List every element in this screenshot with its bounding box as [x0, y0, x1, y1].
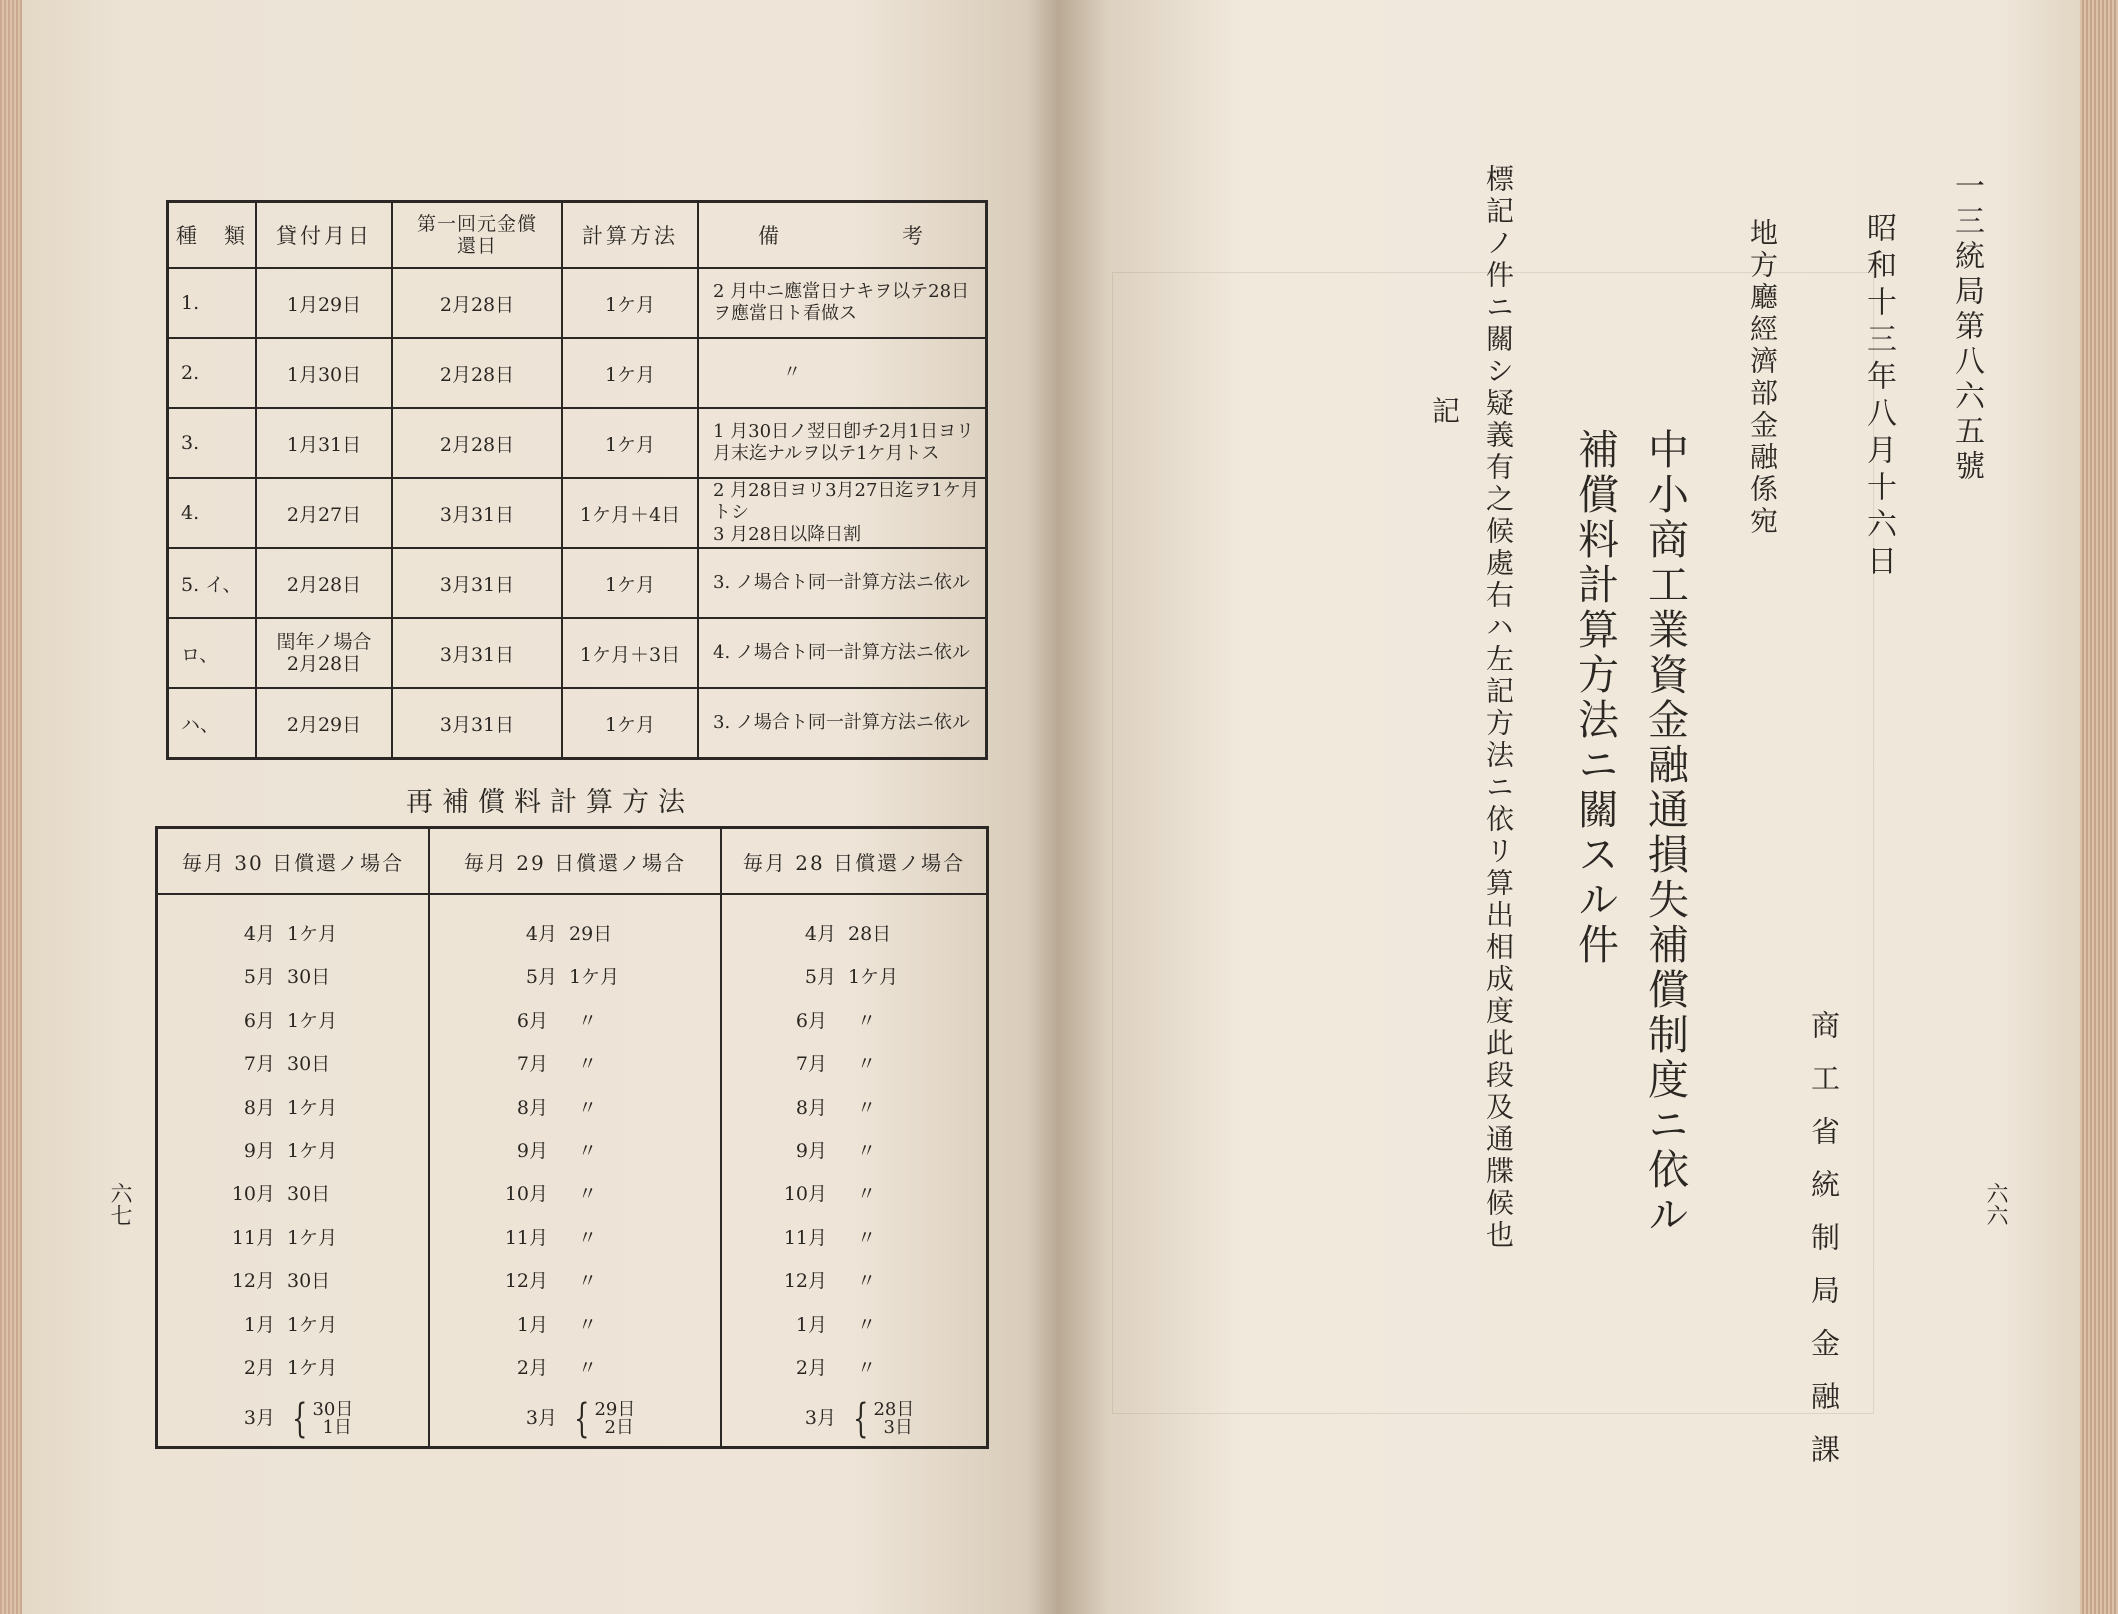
row-method: [562, 688, 698, 759]
list-item: [722, 1130, 986, 1173]
list-item: [722, 1000, 986, 1043]
list-item: [430, 1304, 720, 1347]
period-value: 〃: [857, 1226, 877, 1249]
body-text: 標記ノ件ニ關シ疑義有之候處右ハ左記方法ニ依リ算出相成度此段及通牒候也: [1482, 164, 1515, 1252]
month-label: 11月: [783, 1226, 827, 1249]
row-remark: [698, 268, 987, 338]
remark-line: ヲ應當日ト看做ス: [713, 303, 857, 324]
row-kind-text: ハ、: [181, 713, 220, 736]
period-value: 1ケ月: [287, 1226, 338, 1249]
page-number-right: 六六: [1983, 1182, 2008, 1226]
period-value: 30日: [287, 966, 331, 989]
table-row: [168, 548, 987, 618]
remark-line: 月末迄ナルヲ以テ1ケ月トス: [713, 443, 940, 464]
period-value: 〃: [578, 1226, 598, 1249]
list-item-last: [430, 1390, 720, 1446]
row-kind: [168, 338, 257, 408]
period-value: 〃: [578, 1356, 598, 1379]
period-value: 〃: [857, 1009, 877, 1032]
row-kind: [168, 408, 257, 478]
split-value: 28日: [873, 1399, 915, 1421]
period-value: 30日: [287, 1270, 331, 1293]
header-method: 計算方法: [562, 202, 698, 269]
row-kind: [168, 618, 257, 688]
period-value: 〃: [857, 1313, 877, 1336]
table-body-row: [157, 894, 988, 1448]
row-first-repayment: [392, 478, 562, 548]
row-first-repayment-text: 3月31日: [439, 503, 515, 526]
page-number-left: 六七: [107, 1182, 132, 1226]
row-first-repayment: [392, 408, 562, 478]
row-loan-date-text: 1月31日: [286, 433, 362, 456]
brace-icon: {: [292, 1396, 308, 1443]
period-value: 〃: [578, 1270, 598, 1293]
period-value: 29日: [569, 923, 613, 945]
row-method-text: 1ケ月: [604, 293, 656, 316]
month-label: 4月: [243, 923, 275, 945]
row-kind-text: 5. イ、: [181, 573, 242, 596]
month-label: 5月: [525, 966, 557, 989]
list-item: [430, 1000, 720, 1043]
row-kind-text: 3.: [181, 432, 200, 454]
subject-title-line-2: 補償料計算方法ニ關スル件: [1571, 428, 1619, 968]
row-loan-date: [256, 548, 392, 618]
list-item: [430, 1043, 720, 1086]
header-col-28: 毎月 28 日償還ノ場合: [721, 828, 988, 895]
month-label: 9月: [243, 1139, 275, 1162]
row-remark: [698, 688, 987, 759]
remark-line: トシ: [713, 502, 749, 523]
list-item: [158, 1000, 428, 1043]
table-header-row: [168, 202, 987, 269]
list-item: [722, 1043, 986, 1086]
period-value: 〃: [578, 1053, 598, 1076]
list-item: [722, 1087, 986, 1130]
row-loan-date-text: 2月27日: [286, 503, 362, 526]
row-kind-text: 2.: [181, 362, 200, 384]
table-row: [168, 478, 987, 548]
period-value: 〃: [857, 1053, 877, 1076]
month-label: 7月: [516, 1053, 548, 1076]
row-loan-date: [256, 478, 392, 548]
month-label: 11月: [231, 1226, 275, 1249]
row-loan-date: [256, 688, 392, 759]
row-first-repayment-text: 2月28日: [439, 293, 515, 316]
column-30-day: [157, 894, 430, 1448]
list-item: [430, 956, 720, 999]
period-value: 〃: [857, 1096, 877, 1119]
row-method-text: 1ケ月: [604, 713, 656, 736]
month-label: 11月: [504, 1226, 548, 1249]
month-label: 1月: [516, 1313, 548, 1336]
list-item: [158, 1173, 428, 1216]
row-first-repayment-text: 3月31日: [439, 713, 515, 736]
list-item: [158, 1217, 428, 1260]
month-label: 3月: [243, 1407, 275, 1430]
row-loan-date: [256, 338, 392, 408]
list-item: [430, 1087, 720, 1130]
row-first-repayment: [392, 548, 562, 618]
row-method: [562, 338, 698, 408]
row-loan-date-text: 2月29日: [286, 713, 362, 736]
month-label: 2月: [243, 1356, 275, 1379]
list-item: [430, 1217, 720, 1260]
row-remark: [698, 618, 987, 688]
table-header-row: [157, 828, 988, 895]
header-col-30: 毎月 30 日償還ノ場合: [157, 828, 430, 895]
split-value: 1日: [322, 1417, 352, 1439]
period-value: 28日: [848, 923, 892, 945]
header-col-29: 毎月 29 日償還ノ場合: [429, 828, 721, 895]
row-kind: [168, 268, 257, 338]
month-label: 5月: [243, 966, 275, 989]
list-item: [158, 956, 428, 999]
row-method: [562, 268, 698, 338]
list-item: [722, 1304, 986, 1347]
document-number: 一三統局第八六五號: [1949, 170, 1984, 485]
row-first-repayment-text: 3月31日: [439, 643, 515, 666]
row-method-text: 1ケ月＋3日: [579, 643, 681, 666]
row-remark: [698, 548, 987, 618]
month-label: 5月: [804, 966, 836, 989]
period-value: 〃: [857, 1356, 877, 1379]
table-row: [168, 268, 987, 338]
row-remark: [698, 338, 987, 408]
page-edge-right: [2080, 0, 2118, 1614]
list-item: [430, 1173, 720, 1216]
row-method: [562, 548, 698, 618]
period-value: 1ケ月: [287, 1009, 338, 1032]
period-value: 1ケ月: [287, 1356, 338, 1379]
month-label: 2月: [795, 1356, 827, 1379]
list-item-last: [158, 1390, 428, 1446]
list-item: [722, 913, 986, 956]
row-kind-text: ロ、: [181, 643, 219, 666]
period-value: 1ケ月: [569, 966, 620, 989]
list-item: [722, 1260, 986, 1303]
list-item: [722, 956, 986, 999]
row-first-repayment-text: 2月28日: [439, 363, 515, 386]
period-value: 〃: [857, 1183, 877, 1206]
split-values: [275, 1390, 369, 1447]
row-loan-date: [256, 268, 392, 338]
split-values: [836, 1390, 930, 1447]
month-label: 12月: [783, 1270, 827, 1293]
row-method-text: 1ケ月: [604, 433, 656, 456]
month-label: 3月: [525, 1407, 557, 1430]
row-first-repayment: [392, 268, 562, 338]
month-label: 8月: [243, 1096, 275, 1119]
row-remark: [698, 478, 987, 548]
remark-line: 4. ノ場合ト同一計算方法ニ依ル: [713, 642, 970, 663]
split-value: 30日: [312, 1399, 354, 1421]
row-loan-date: [256, 408, 392, 478]
list-item: [158, 1043, 428, 1086]
period-value: 〃: [857, 1139, 877, 1162]
brace-icon: {: [853, 1396, 869, 1443]
remark-line: 〃: [783, 362, 801, 383]
row-loan-date-text: 2月28日: [286, 653, 362, 675]
list-item: [158, 1304, 428, 1347]
table-row: [168, 618, 987, 688]
period-value: 1ケ月: [287, 1313, 338, 1336]
row-first-repayment: [392, 688, 562, 759]
row-method: [562, 618, 698, 688]
period-value: 〃: [578, 1183, 598, 1206]
brace-icon: {: [574, 1396, 590, 1443]
remark-line: 3 月28日以降日割: [713, 524, 862, 545]
remark-line: 2 月中ニ應當日ナキヲ以テ28日: [713, 281, 970, 302]
month-label: 10月: [231, 1183, 275, 1206]
split-value: 3日: [883, 1417, 913, 1439]
period-value: 30日: [287, 1053, 331, 1076]
table-row: [168, 688, 987, 759]
table-row: [168, 338, 987, 408]
sender: 商工省統制局金融課: [1807, 1010, 1841, 1487]
list-item: [430, 1260, 720, 1303]
row-kind: [168, 688, 257, 759]
period-value: 1ケ月: [287, 923, 338, 945]
header-first-repayment: 第一回元金償還日: [392, 202, 562, 269]
list-item: [158, 1260, 428, 1303]
loan-date-table: [166, 200, 988, 760]
ki-mark: 記: [1428, 396, 1461, 424]
table-row: [168, 408, 987, 478]
month-label: 4月: [525, 923, 557, 945]
row-loan-date-text: 2月28日: [286, 573, 362, 596]
re-compensation-table: [155, 826, 989, 1449]
loan-date-table-body: [168, 268, 987, 759]
period-value: 〃: [578, 1139, 598, 1162]
header-kind: 種 類: [168, 202, 257, 269]
month-label: 6月: [795, 1009, 827, 1032]
period-value: 1ケ月: [848, 966, 899, 989]
month-label: 9月: [795, 1139, 827, 1162]
list-item: [722, 1347, 986, 1390]
split-values: [557, 1390, 651, 1447]
list-item: [158, 1130, 428, 1173]
column-29-day: [429, 894, 721, 1448]
month-label: 10月: [783, 1183, 827, 1206]
row-kind-text: 1.: [181, 292, 200, 314]
header-remarks: 備 考: [698, 202, 987, 269]
month-label: 7月: [243, 1053, 275, 1076]
month-label: 7月: [795, 1053, 827, 1076]
month-label: 1月: [243, 1313, 275, 1336]
row-loan-date-text: 閏年ノ場合: [276, 631, 372, 653]
month-label: 8月: [516, 1096, 548, 1119]
addressee: 地方廳經濟部金融係宛: [1746, 218, 1779, 538]
list-item: [722, 1173, 986, 1216]
list-item: [158, 913, 428, 956]
row-method: [562, 408, 698, 478]
month-label: 9月: [516, 1139, 548, 1162]
remark-line: 2 月28日ヨリ3月27日迄ヲ1ケ月: [713, 480, 979, 501]
row-loan-date-text: 1月30日: [286, 363, 362, 386]
month-label: 6月: [516, 1009, 548, 1032]
row-method-text: 1ケ月: [604, 363, 656, 386]
row-loan-date-text: 1月29日: [286, 293, 362, 316]
remark-line: 3. ノ場合ト同一計算方法ニ依ル: [713, 572, 970, 593]
month-label: 6月: [243, 1009, 275, 1032]
month-label: 8月: [795, 1096, 827, 1119]
list-item: [722, 1217, 986, 1260]
row-kind-text: 4.: [181, 502, 200, 524]
period-value: 1ケ月: [287, 1139, 338, 1162]
split-value: 2日: [604, 1417, 634, 1439]
month-label: 2月: [516, 1356, 548, 1379]
month-label: 12月: [231, 1270, 275, 1293]
month-label: 10月: [504, 1183, 548, 1206]
page-edge-left: [0, 0, 22, 1614]
header-loan-date: 貸付月日: [256, 202, 392, 269]
month-label: 4月: [804, 923, 836, 945]
row-first-repayment-text: 3月31日: [439, 573, 515, 596]
list-item: [158, 1087, 428, 1130]
list-item: [430, 1347, 720, 1390]
period-value: 〃: [578, 1096, 598, 1119]
period-value: 〃: [578, 1009, 598, 1032]
row-kind: [168, 478, 257, 548]
split-value: 29日: [594, 1399, 636, 1421]
row-kind: [168, 548, 257, 618]
row-remark: [698, 408, 987, 478]
row-first-repayment: [392, 618, 562, 688]
row-method-text: 1ケ月＋4日: [579, 503, 681, 526]
period-value: 30日: [287, 1183, 331, 1206]
row-method-text: 1ケ月: [604, 573, 656, 596]
month-label: 12月: [504, 1270, 548, 1293]
list-item-last: [722, 1390, 986, 1446]
remark-line: 3. ノ場合ト同一計算方法ニ依ル: [713, 712, 970, 733]
row-loan-date: [256, 618, 392, 688]
row-first-repayment-text: 2月28日: [439, 433, 515, 456]
row-first-repayment: [392, 338, 562, 408]
list-item: [430, 1130, 720, 1173]
remark-line: 1 月30日ノ翌日卽チ2月1日ヨリ: [713, 421, 974, 442]
period-value: 1ケ月: [287, 1096, 338, 1119]
list-item: [430, 913, 720, 956]
column-28-day: [721, 894, 988, 1448]
month-label: 3月: [804, 1407, 836, 1430]
list-item: [158, 1347, 428, 1390]
document-date: 昭和十三年八月十六日: [1861, 212, 1896, 582]
row-method: [562, 478, 698, 548]
month-label: 1月: [795, 1313, 827, 1336]
subject-title-line-1: 中小商工業資金融通損失補償制度ニ依ル: [1641, 428, 1689, 1238]
table2-title: 再補償料計算方法: [406, 787, 694, 818]
period-value: 〃: [578, 1313, 598, 1336]
period-value: 〃: [857, 1270, 877, 1293]
